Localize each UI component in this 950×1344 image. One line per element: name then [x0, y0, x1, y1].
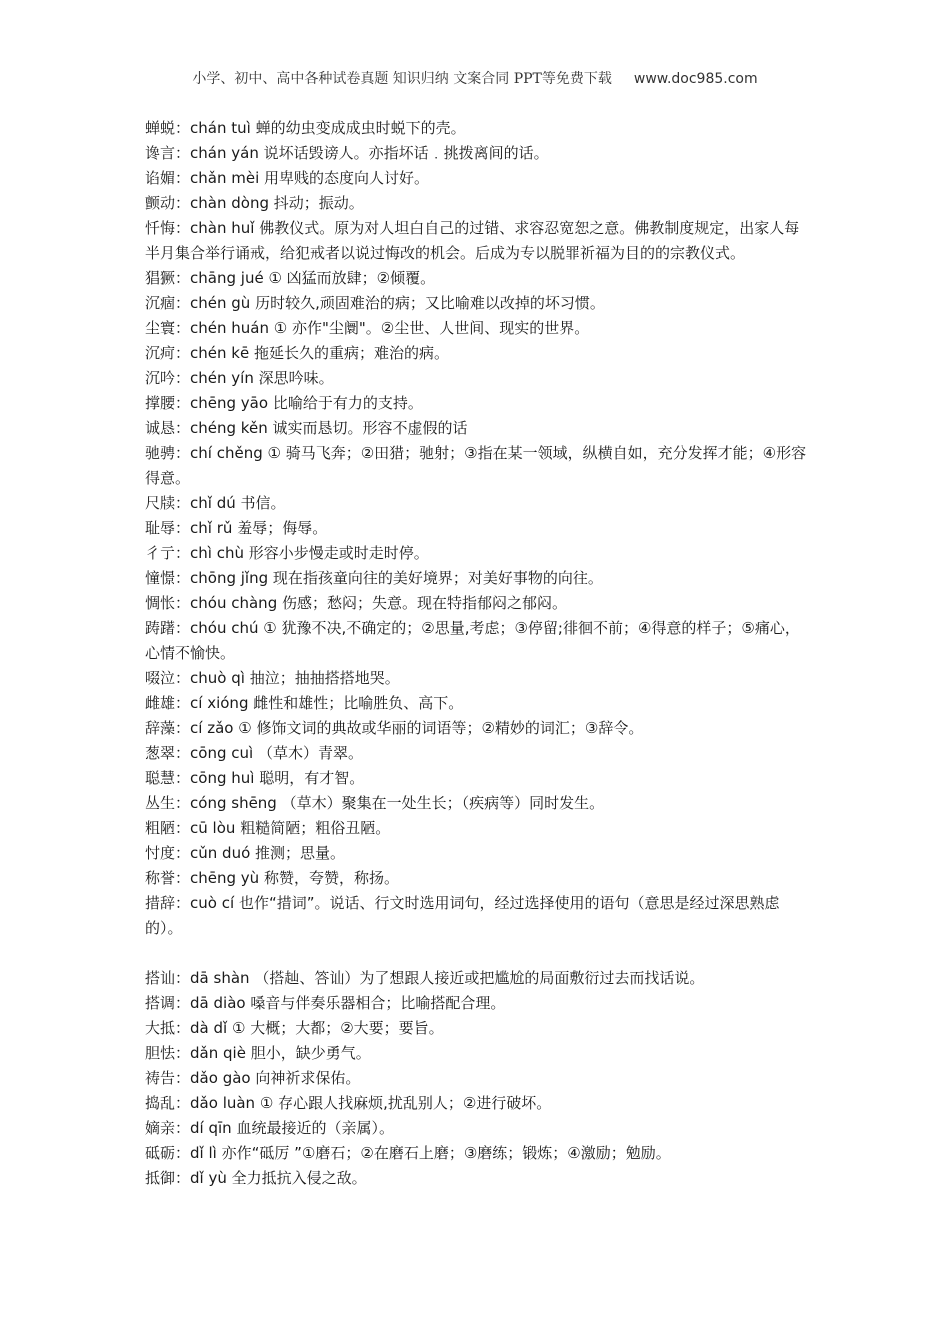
entry-term: 驰骋 [145, 444, 176, 462]
glossary-entry: 忏悔：chàn huǐ 佛教仪式。原为对人坦白自己的过错、求容忍宽恕之意。佛教制度规定，出家人每半月集合举行诵戒，给犯戒者以说过悔改的机会。后成为专以脱罪祈福为目的的宗教仪式。 [145, 219, 800, 262]
entry-pinyin: chōng jǐng [190, 569, 269, 587]
glossary-entry: 措辞：cuò cí 也作“措词”。说话、行文时选用词句，经过选择使用的语句（意思是经过深思熟虑的）。 [145, 894, 780, 937]
glossary-entry: 忖度：cǔn duó 推测；思量。 [145, 844, 346, 862]
glossary-entry: 尘寰：chén huán ① 亦作"尘阛"。②尘世、人世间、现实的世界。 [145, 319, 590, 337]
entry-pinyin: cóng shēng [190, 794, 277, 812]
entry-term: 措辞 [145, 894, 176, 912]
entry-pinyin: cuò cí [190, 894, 235, 912]
entry-definition: 佛教仪式。原为对人坦白自己的过错、求容忍宽恕之意。佛教制度规定，出家人每半月集合举行诵戒，给犯戒者以说过悔改的机会。后成为专以脱罪祈福为目的的宗教仪式。 [145, 219, 800, 262]
entry-term: 捣乱 [145, 1094, 176, 1112]
entry-definition: 蝉的幼虫变成成虫时蜕下的壳。 [255, 119, 466, 137]
entry-term: 沉疴 [145, 344, 176, 362]
glossary-entry: 猖獗：chāng jué ① 凶猛而放肆；②倾覆。 [145, 269, 436, 287]
entry-group-c [145, 116, 813, 941]
entry-pinyin: chéng kěn [190, 419, 268, 437]
entry-pinyin: chóu chàng [190, 594, 278, 612]
entry-term: 憧憬 [145, 569, 176, 587]
entry-definition: 嗓音与伴奏乐器相合；比喻搭配合理。 [250, 994, 506, 1012]
entry-term: 葱翠 [145, 744, 176, 762]
entry-term: 称誉 [145, 869, 176, 887]
entry-pinyin: chén yín [190, 369, 254, 387]
entry-definition: 血统最接近的（亲属）。 [236, 1119, 394, 1137]
entry-pinyin: chàn huǐ [190, 219, 255, 237]
entry-pinyin: chāng jué [190, 269, 264, 287]
glossary-entry: 胆怯：dǎn qiè 胆小，缺少勇气。 [145, 1044, 371, 1062]
entry-term: 耻辱 [145, 519, 176, 537]
entry-pinyin: dā diào [190, 994, 246, 1012]
entry-definition: 说坏话毁谤人。亦指坏话﹒挑拨离间的话。 [263, 144, 549, 162]
entry-term: 祷告 [145, 1069, 176, 1087]
entry-pinyin: cōng cuì [190, 744, 254, 762]
entry-definition: ① 凶猛而放肆；②倾覆。 [268, 269, 436, 287]
entry-term: 谗言 [145, 144, 176, 162]
glossary-entry: 蝉蜕：chán tuì 蝉的幼虫变成成虫时蜕下的壳。 [145, 119, 466, 137]
entry-pinyin: chǐ dú [190, 494, 236, 512]
entry-definition: 胆小，缺少勇气。 [250, 1044, 371, 1062]
entry-term: 颤动 [145, 194, 176, 212]
glossary-entry: 聪慧：cōng huì 聪明，有才智。 [145, 769, 365, 787]
entry-definition: 抽泣；抽抽搭搭地哭。 [249, 669, 400, 687]
entry-definition: 推测；思量。 [255, 844, 346, 862]
entry-pinyin: chēng yù [190, 869, 260, 887]
glossary-entry: 沉痼：chén gù 历时较久,顽固难治的病；又比喻难以改掉的坏习惯。 [145, 294, 605, 312]
entry-term: 粗陋 [145, 819, 176, 837]
entry-definition: ① 大概；大都；②大要；要旨。 [231, 1019, 444, 1037]
entry-pinyin: dǎo luàn [190, 1094, 256, 1112]
glossary-entry: 粗陋：cū lòu 粗糙简陋；粗俗丑陋。 [145, 819, 391, 837]
glossary-content [145, 116, 813, 1191]
glossary-entry: 撑腰：chēng yāo 比喻给于有力的支持。 [145, 394, 423, 412]
entry-definition: ① 犹豫不决,不确定的；②思量,考虑；③停留;徘徊不前；④得意的样子；⑤痛心，心情不愉快。 [145, 619, 800, 662]
glossary-entry: 谗言：chán yán 说坏话毁谤人。亦指坏话﹒挑拨离间的话。 [145, 144, 549, 162]
entry-term: 尺牍 [145, 494, 176, 512]
entry-term: 嫡亲 [145, 1119, 176, 1137]
entry-definition: 雌性和雄性；比喻胜负、高下。 [253, 694, 464, 712]
entry-term: 丛生 [145, 794, 176, 812]
glossary-entry: 沉吟：chén yín 深思吟味。 [145, 369, 334, 387]
entry-definition: 抖动；振动。 [273, 194, 364, 212]
header-site: www.doc985.com [633, 71, 758, 87]
entry-term: 沉吟 [145, 369, 176, 387]
entry-definition: 书信。 [240, 494, 286, 512]
entry-pinyin: chí chěng [190, 444, 263, 462]
entry-pinyin: dā shàn [190, 969, 250, 987]
entry-term: 啜泣 [145, 669, 176, 687]
entry-definition: 伤感；愁闷；失意。现在特指郁闷之郁闷。 [282, 594, 568, 612]
entry-term: 大抵 [145, 1019, 176, 1037]
entry-definition: 称赞，夸赞，称扬。 [263, 869, 399, 887]
entry-definition: 深思吟味。 [258, 369, 334, 387]
glossary-entry: 踌躇：chóu chú ① 犹豫不决,不确定的；②思量,考虑；③停留;徘徊不前；④得意的样子；⑤痛心，心情不愉快。 [145, 619, 800, 662]
entry-pinyin: chén kē [190, 344, 250, 362]
entry-pinyin: chén gù [190, 294, 251, 312]
entry-pinyin: chàn dòng [190, 194, 269, 212]
glossary-entry: 嫡亲：dí qīn 血统最接近的（亲属）。 [145, 1119, 394, 1137]
entry-definition: 也作“措词”。说话、行文时选用词句，经过选择使用的语句（意思是经过深思熟虑的）。 [145, 894, 780, 937]
glossary-entry: 惆怅：chóu chàng 伤感；愁闷；失意。现在特指郁闷之郁闷。 [145, 594, 568, 612]
entry-definition: 诚实而恳切。形容不虚假的话 [272, 419, 468, 437]
glossary-entry: 砥砺：dǐ lì 亦作“砥厉 ”①磨石；②在磨石上磨；③磨练；锻炼；④激励；勉励。 [145, 1144, 671, 1162]
entry-term: 撑腰 [145, 394, 176, 412]
entry-term: 砥砺 [145, 1144, 176, 1162]
entry-definition: 亦作“砥厉 ”①磨石；②在磨石上磨；③磨练；锻炼；④激励；勉励。 [221, 1144, 671, 1162]
glossary-entry: 辞藻：cí zǎo ① 修饰文词的典故或华丽的词语等；②精妙的词汇；③辞令。 [145, 719, 644, 737]
entry-pinyin: cí xióng [190, 694, 249, 712]
entry-definition: ① 修饰文词的典故或华丽的词语等；②精妙的词汇；③辞令。 [238, 719, 644, 737]
glossary-entry: 颤动：chàn dòng 抖动；振动。 [145, 194, 364, 212]
entry-definition: 用卑贱的态度向人讨好。 [264, 169, 430, 187]
entry-definition: 形容小步慢走或时走时停。 [248, 544, 429, 562]
entry-term: 尘寰 [145, 319, 176, 337]
glossary-entry: 捣乱：dǎo luàn ① 存心跟人找麻烦,扰乱别人；②进行破坏。 [145, 1094, 552, 1112]
entry-definition: 历时较久,顽固难治的病；又比喻难以改掉的坏习惯。 [255, 294, 605, 312]
entry-term: 聪慧 [145, 769, 176, 787]
entry-term: 搭讪 [145, 969, 176, 987]
entry-pinyin: dí qīn [190, 1119, 232, 1137]
entry-term: 辞藻 [145, 719, 176, 737]
entry-pinyin: chì chù [190, 544, 244, 562]
entry-definition: ① 亦作"尘阛"。②尘世、人世间、现实的世界。 [273, 319, 590, 337]
entry-pinyin: chán yán [190, 144, 259, 162]
entry-definition: 向神祈求保佑。 [255, 1069, 361, 1087]
entry-group-d [145, 966, 813, 1191]
glossary-entry: 搭调：dā diào 嗓音与伴奏乐器相合；比喻搭配合理。 [145, 994, 506, 1012]
entry-definition: （搭赸、答讪）为了想跟人接近或把尴尬的局面敷衍过去而找话说。 [254, 969, 705, 987]
entry-definition: 现在指孩童向往的美好境界；对美好事物的向往。 [272, 569, 603, 587]
glossary-entry: 祷告：dǎo gào 向神祈求保佑。 [145, 1069, 361, 1087]
glossary-entry: 雌雄：cí xióng 雌性和雄性；比喻胜负、高下。 [145, 694, 464, 712]
entry-pinyin: dǐ yù [190, 1169, 227, 1187]
entry-definition: 比喻给于有力的支持。 [272, 394, 423, 412]
entry-pinyin: cí zǎo [190, 719, 234, 737]
glossary-entry: 抵御：dǐ yù 全力抵抗入侵之敌。 [145, 1169, 367, 1187]
entry-pinyin: cū lòu [190, 819, 236, 837]
entry-term: 彳亍 [145, 544, 176, 562]
entry-definition: 聪明，有才智。 [259, 769, 365, 787]
entry-pinyin: chán tuì [190, 119, 251, 137]
entry-term: 谄媚 [145, 169, 176, 187]
glossary-entry: 憧憬：chōng jǐng 现在指孩童向往的美好境界；对美好事物的向往。 [145, 569, 603, 587]
glossary-entry: 耻辱：chǐ rǔ 羞辱；侮辱。 [145, 519, 328, 537]
entry-pinyin: dà dǐ [190, 1019, 228, 1037]
entry-term: 抵御 [145, 1169, 176, 1187]
entry-term: 忏悔 [145, 219, 176, 237]
entry-pinyin: cǔn duó [190, 844, 251, 862]
entry-definition: 拖延长久的重病；难治的病。 [254, 344, 450, 362]
entry-pinyin: chǎn mèi [190, 169, 260, 187]
entry-term: 忖度 [145, 844, 176, 862]
entry-pinyin: chuò qì [190, 669, 245, 687]
entry-definition: ① 存心跟人找麻烦,扰乱别人；②进行破坏。 [259, 1094, 552, 1112]
glossary-entry: 丛生：cóng shēng （草木）聚集在一处生长；（疾病等）同时发生。 [145, 794, 605, 812]
glossary-entry: 谄媚：chǎn mèi 用卑贱的态度向人讨好。 [145, 169, 430, 187]
glossary-entry: 驰骋：chí chěng ① 骑马飞奔；②田猎；驰射；③指在某一领域，纵横自如，充分发挥才能；④形容得意。 [145, 444, 807, 487]
entry-definition: 粗糙简陋；粗俗丑陋。 [240, 819, 391, 837]
glossary-entry: 彳亍：chì chù 形容小步慢走或时走时停。 [145, 544, 429, 562]
glossary-entry: 大抵：dà dǐ ① 大概；大都；②大要；要旨。 [145, 1019, 444, 1037]
entry-pinyin: chǐ rǔ [190, 519, 233, 537]
glossary-entry: 搭讪：dā shàn （搭赸、答讪）为了想跟人接近或把尴尬的局面敷衍过去而找话说。 [145, 969, 705, 987]
entry-term: 踌躇 [145, 619, 176, 637]
entry-term: 蝉蜕 [145, 119, 176, 137]
entry-definition: 全力抵抗入侵之敌。 [231, 1169, 367, 1187]
entry-term: 胆怯 [145, 1044, 176, 1062]
entry-pinyin: chēng yāo [190, 394, 269, 412]
entry-pinyin: dǎn qiè [190, 1044, 246, 1062]
entry-pinyin: chóu chú [190, 619, 259, 637]
entry-term: 搭调 [145, 994, 176, 1012]
group-gap [145, 941, 813, 966]
glossary-entry: 诚恳：chéng kěn 诚实而恳切。形容不虚假的话 [145, 419, 468, 437]
glossary-entry: 葱翠：cōng cuì （草木）青翠。 [145, 744, 363, 762]
entry-definition: （草木）聚集在一处生长；（疾病等）同时发生。 [281, 794, 605, 812]
entry-term: 诚恳 [145, 419, 176, 437]
entry-pinyin: cōng huì [190, 769, 255, 787]
header-text: 小学、初中、高中各种试卷真题 知识归纳 文案合同 PPT等免费下载 [192, 71, 612, 87]
glossary-entry: 啜泣：chuò qì 抽泣；抽抽搭搭地哭。 [145, 669, 400, 687]
entry-definition: （草木）青翠。 [257, 744, 363, 762]
entry-pinyin: chén huán [190, 319, 270, 337]
glossary-entry: 尺牍：chǐ dú 书信。 [145, 494, 286, 512]
entry-pinyin: dǎo gào [190, 1069, 251, 1087]
entry-term: 猖獗 [145, 269, 176, 287]
entry-term: 沉痼 [145, 294, 176, 312]
entry-term: 惆怅 [145, 594, 176, 612]
entry-pinyin: dǐ lì [190, 1144, 217, 1162]
entry-definition: 羞辱；侮辱。 [237, 519, 328, 537]
entry-definition: ① 骑马飞奔；②田猎；驰射；③指在某一领域，纵横自如，充分发挥才能；④形容得意。 [145, 444, 807, 487]
glossary-entry: 称誉：chēng yù 称赞，夸赞，称扬。 [145, 869, 399, 887]
page-header [0, 68, 950, 88]
glossary-entry: 沉疴：chén kē 拖延长久的重病；难治的病。 [145, 344, 450, 362]
entry-term: 雌雄 [145, 694, 176, 712]
